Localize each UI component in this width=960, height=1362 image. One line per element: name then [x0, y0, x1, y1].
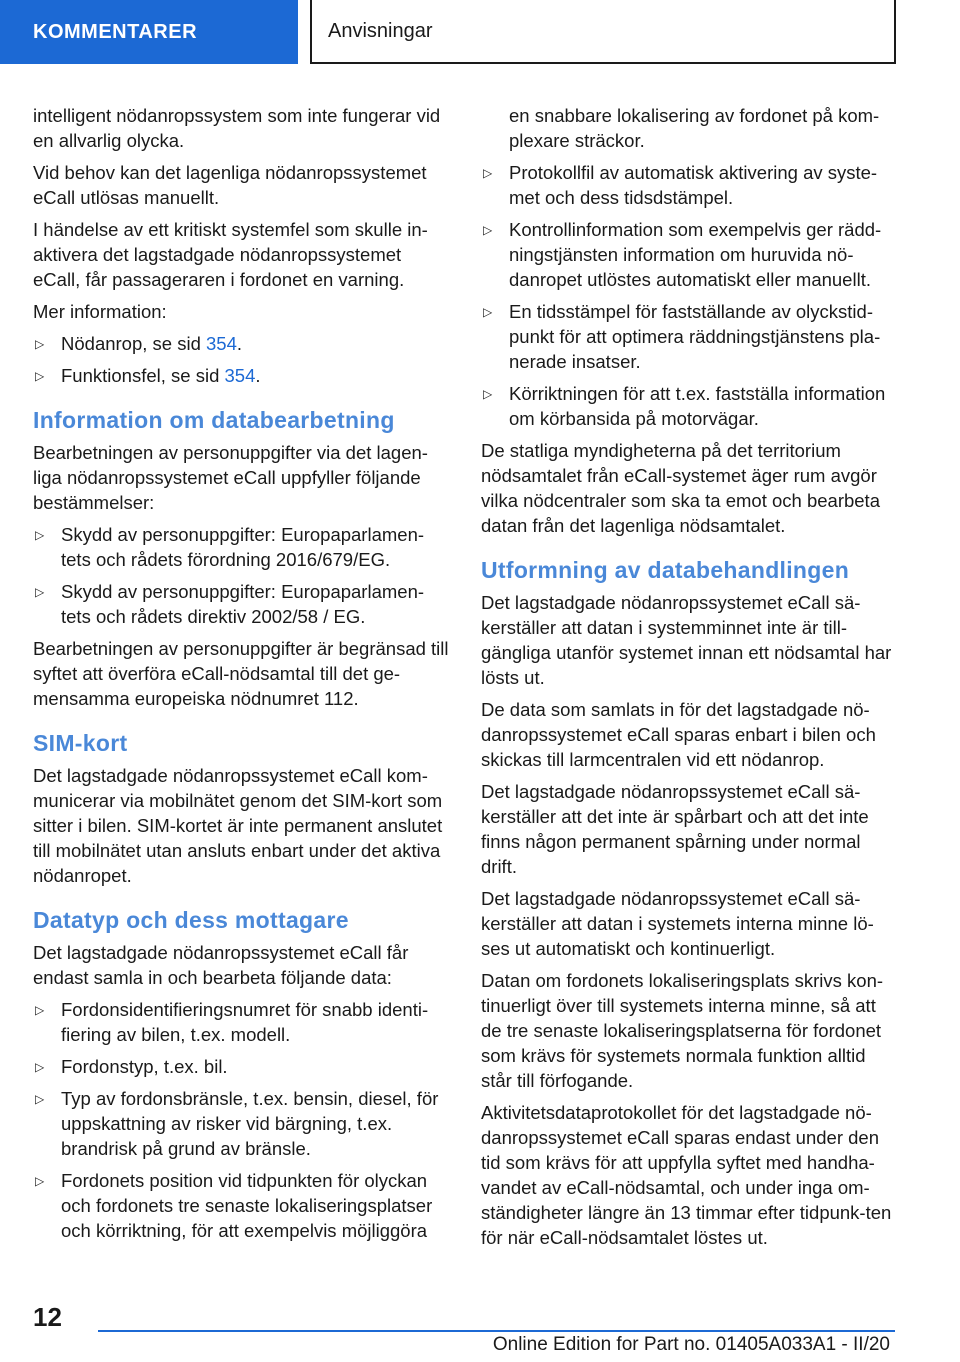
- paragraph: De statliga myndigheterna på det territorium nödsamtalet från eCall-systemet äger rum avgör vilka nödcentraler som ska ta emot och bearbeta datan från det lagenliga nödsamtalet.: [481, 440, 880, 536]
- triangle-bullet-icon: ▷: [35, 528, 45, 542]
- triangle-bullet-icon: ▷: [35, 1092, 45, 1106]
- triangle-bullet-icon: ▷: [35, 1060, 45, 1074]
- triangle-bullet-icon: ▷: [483, 305, 493, 319]
- list-item-text: Skydd av personuppgifter: Europaparlamen-tets och rådets förordning 2016/679/EG.: [61, 524, 425, 570]
- paragraph: Bearbetningen av personuppgifter via det lagen-liga nödanropssystemet eCall uppfyller följande bestämmelser:: [33, 442, 428, 513]
- list-item-text: Typ av fordonsbränsle, t.ex. bensin, diesel, för uppskattning av risker vid bärgning, t.ex. brandrisk på grund av bränsle.: [61, 1088, 439, 1159]
- triangle-bullet-icon: ▷: [483, 166, 493, 180]
- triangle-bullet-icon: ▷: [35, 1003, 45, 1017]
- paragraph: Bearbetningen av personuppgifter är begränsad till syftet att överföra eCall-nödsamtal till det ge-mensamma europeiska nödnumret 112.: [33, 638, 449, 709]
- list-item: [33, 1086, 453, 1161]
- list-item-text: en snabbare lokalisering av fordonet på kom-plexare sträckor.: [509, 105, 880, 151]
- triangle-bullet-icon: ▷: [483, 387, 493, 401]
- paragraph: Det lagstadgade nödanropssystemet eCall sä-kerställer att det inte är spårbart och att det inte finns någon permanent spårning under normal drift.: [481, 781, 869, 877]
- left-column: [33, 103, 453, 1250]
- triangle-bullet-icon: ▷: [35, 337, 45, 351]
- footer-divider: [98, 1330, 895, 1332]
- list-item: [481, 299, 899, 374]
- list-item: [481, 381, 899, 431]
- triangle-bullet-icon: ▷: [483, 223, 493, 237]
- ref-text: Nödanrop, se sid: [61, 333, 207, 354]
- page-number: 12: [33, 1302, 62, 1332]
- list-item: [33, 997, 453, 1047]
- list-item: [481, 217, 899, 292]
- triangle-bullet-icon: ▷: [35, 1174, 45, 1188]
- paragraph: Det lagstadgade nödanropssystemet eCall får endast samla in och bearbeta följande data:: [33, 942, 409, 988]
- paragraph: Vid behov kan det lagenliga nödanropssystemet eCall utlösas manuellt.: [33, 162, 427, 208]
- list-item-text: Skydd av personuppgifter: Europaparlamen-tets och rådets direktiv 2002/58 / EG.: [61, 581, 425, 627]
- list-item-text: Protokollfil av automatisk aktivering av syste-met och dess tidsdstämpel.: [509, 162, 878, 208]
- paragraph: Mer information:: [33, 301, 167, 322]
- list-item: [33, 363, 453, 388]
- section-heading: Utformning av databehandlingen: [481, 557, 850, 583]
- list-item: [33, 1168, 453, 1243]
- section-heading: SIM-kort: [33, 730, 128, 756]
- list-item-text: Fordonsidentifieringsnumret för snabb identi-fiering av bilen, t.ex. modell.: [61, 999, 429, 1045]
- ref-end: .: [255, 365, 261, 386]
- list-item-text: En tidsstämpel för fastställande av olyckstid-punkt för att optimera räddningstjänstens pla-nerade insatser.: [509, 301, 881, 372]
- right-column: [481, 103, 899, 1257]
- list-item-text: Fordonets position vid tidpunkten för olyckan och fordonets tre senaste lokaliseringsplatser och körriktning, för att exempelvis möjliggöra: [61, 1170, 433, 1241]
- section-tab[interactable]: KOMMENTARER: [0, 0, 298, 64]
- list-item: [33, 579, 453, 629]
- paragraph: Det lagstadgade nödanropssystemet eCall kom-municerar via mobilnätet genom det SIM-kort som sitter i bilen. SIM-kortet är inte permanent anslutet till mobilnätet utan ansluts enbart under det aktiva nödanropet.: [33, 765, 443, 886]
- triangle-bullet-icon: ▷: [35, 369, 45, 383]
- page-link[interactable]: 354: [206, 333, 237, 354]
- ref-end: .: [236, 333, 243, 354]
- section-heading: Datatyp och dess mottagare: [33, 907, 349, 933]
- paragraph: Det lagstadgade nödanropssystemet eCall sä-kerställer att datan i systemminnet inte är till-gängliga utanför systemet innan ett nödsamtal har lösts ut.: [481, 592, 892, 688]
- page-link[interactable]: 354: [224, 365, 256, 386]
- paragraph: I händelse av ett kritiskt systemfel som skulle in-aktivera det lagstadgade nödanropssystemet eCall, får passageraren i fordonet en varning.: [33, 219, 428, 290]
- list-item-text: Kontrollinformation som exempelvis ger rädd-ningstjänsten information om huruvida nö-danropet utlöstes automatiskt eller manuellt.: [509, 219, 882, 290]
- list-item: [481, 160, 899, 210]
- ref-text: Funktionsfel, se sid: [61, 365, 225, 386]
- paragraph: intelligent nödanropssystem som inte fungerar vid en allvarlig olycka.: [33, 105, 441, 151]
- paragraph: De data som samlats in för det lagstadgade nö-danropssystemet eCall sparas enbart i bilen och skickas till larmcentralen vid ett nödanrop.: [481, 699, 876, 770]
- paragraph: Det lagstadgade nödanropssystemet eCall sä-kerställer att datan i systemets interna minne lö-ses ut automatiskt och kontinuerligt.: [481, 888, 874, 959]
- paragraph: Aktivitetsdataprotokollet för det lagstadgade nö-danropssystemet eCall sparas endast under den tid som krävs för att uppfylla syftet med handha-vandet av eCall-nödsamtal, och under inga om-ständigheter längre än 13 timmar efter tidpunk-ten för när eCall-nödsamtalet löstes ut.: [481, 1102, 892, 1248]
- subsection-tab[interactable]: Anvisningar: [310, 0, 896, 64]
- list-item-text: Körriktningen för att t.ex. fastställa information om körbansida på motorvägar.: [509, 383, 886, 429]
- list-item: [33, 1054, 453, 1079]
- list-item-text: Fordonstyp, t.ex. bil.: [61, 1056, 228, 1077]
- triangle-bullet-icon: ▷: [35, 585, 45, 599]
- section-heading: Information om databearbetning: [33, 407, 395, 433]
- list-item-continuation: [481, 103, 899, 153]
- list-item: [33, 331, 453, 356]
- paragraph: Datan om fordonets lokaliseringsplats skrivs kon-tinuerligt över till systemets interna minne, så att de tre senaste lokaliseringsplatserna för fordonet som krävs för systemets normala funktion alltid står till förfogande.: [481, 970, 884, 1091]
- list-item: [33, 522, 453, 572]
- edition-footer: Online Edition for Part no. 01405A033A1 - II/20: [492, 1334, 890, 1355]
